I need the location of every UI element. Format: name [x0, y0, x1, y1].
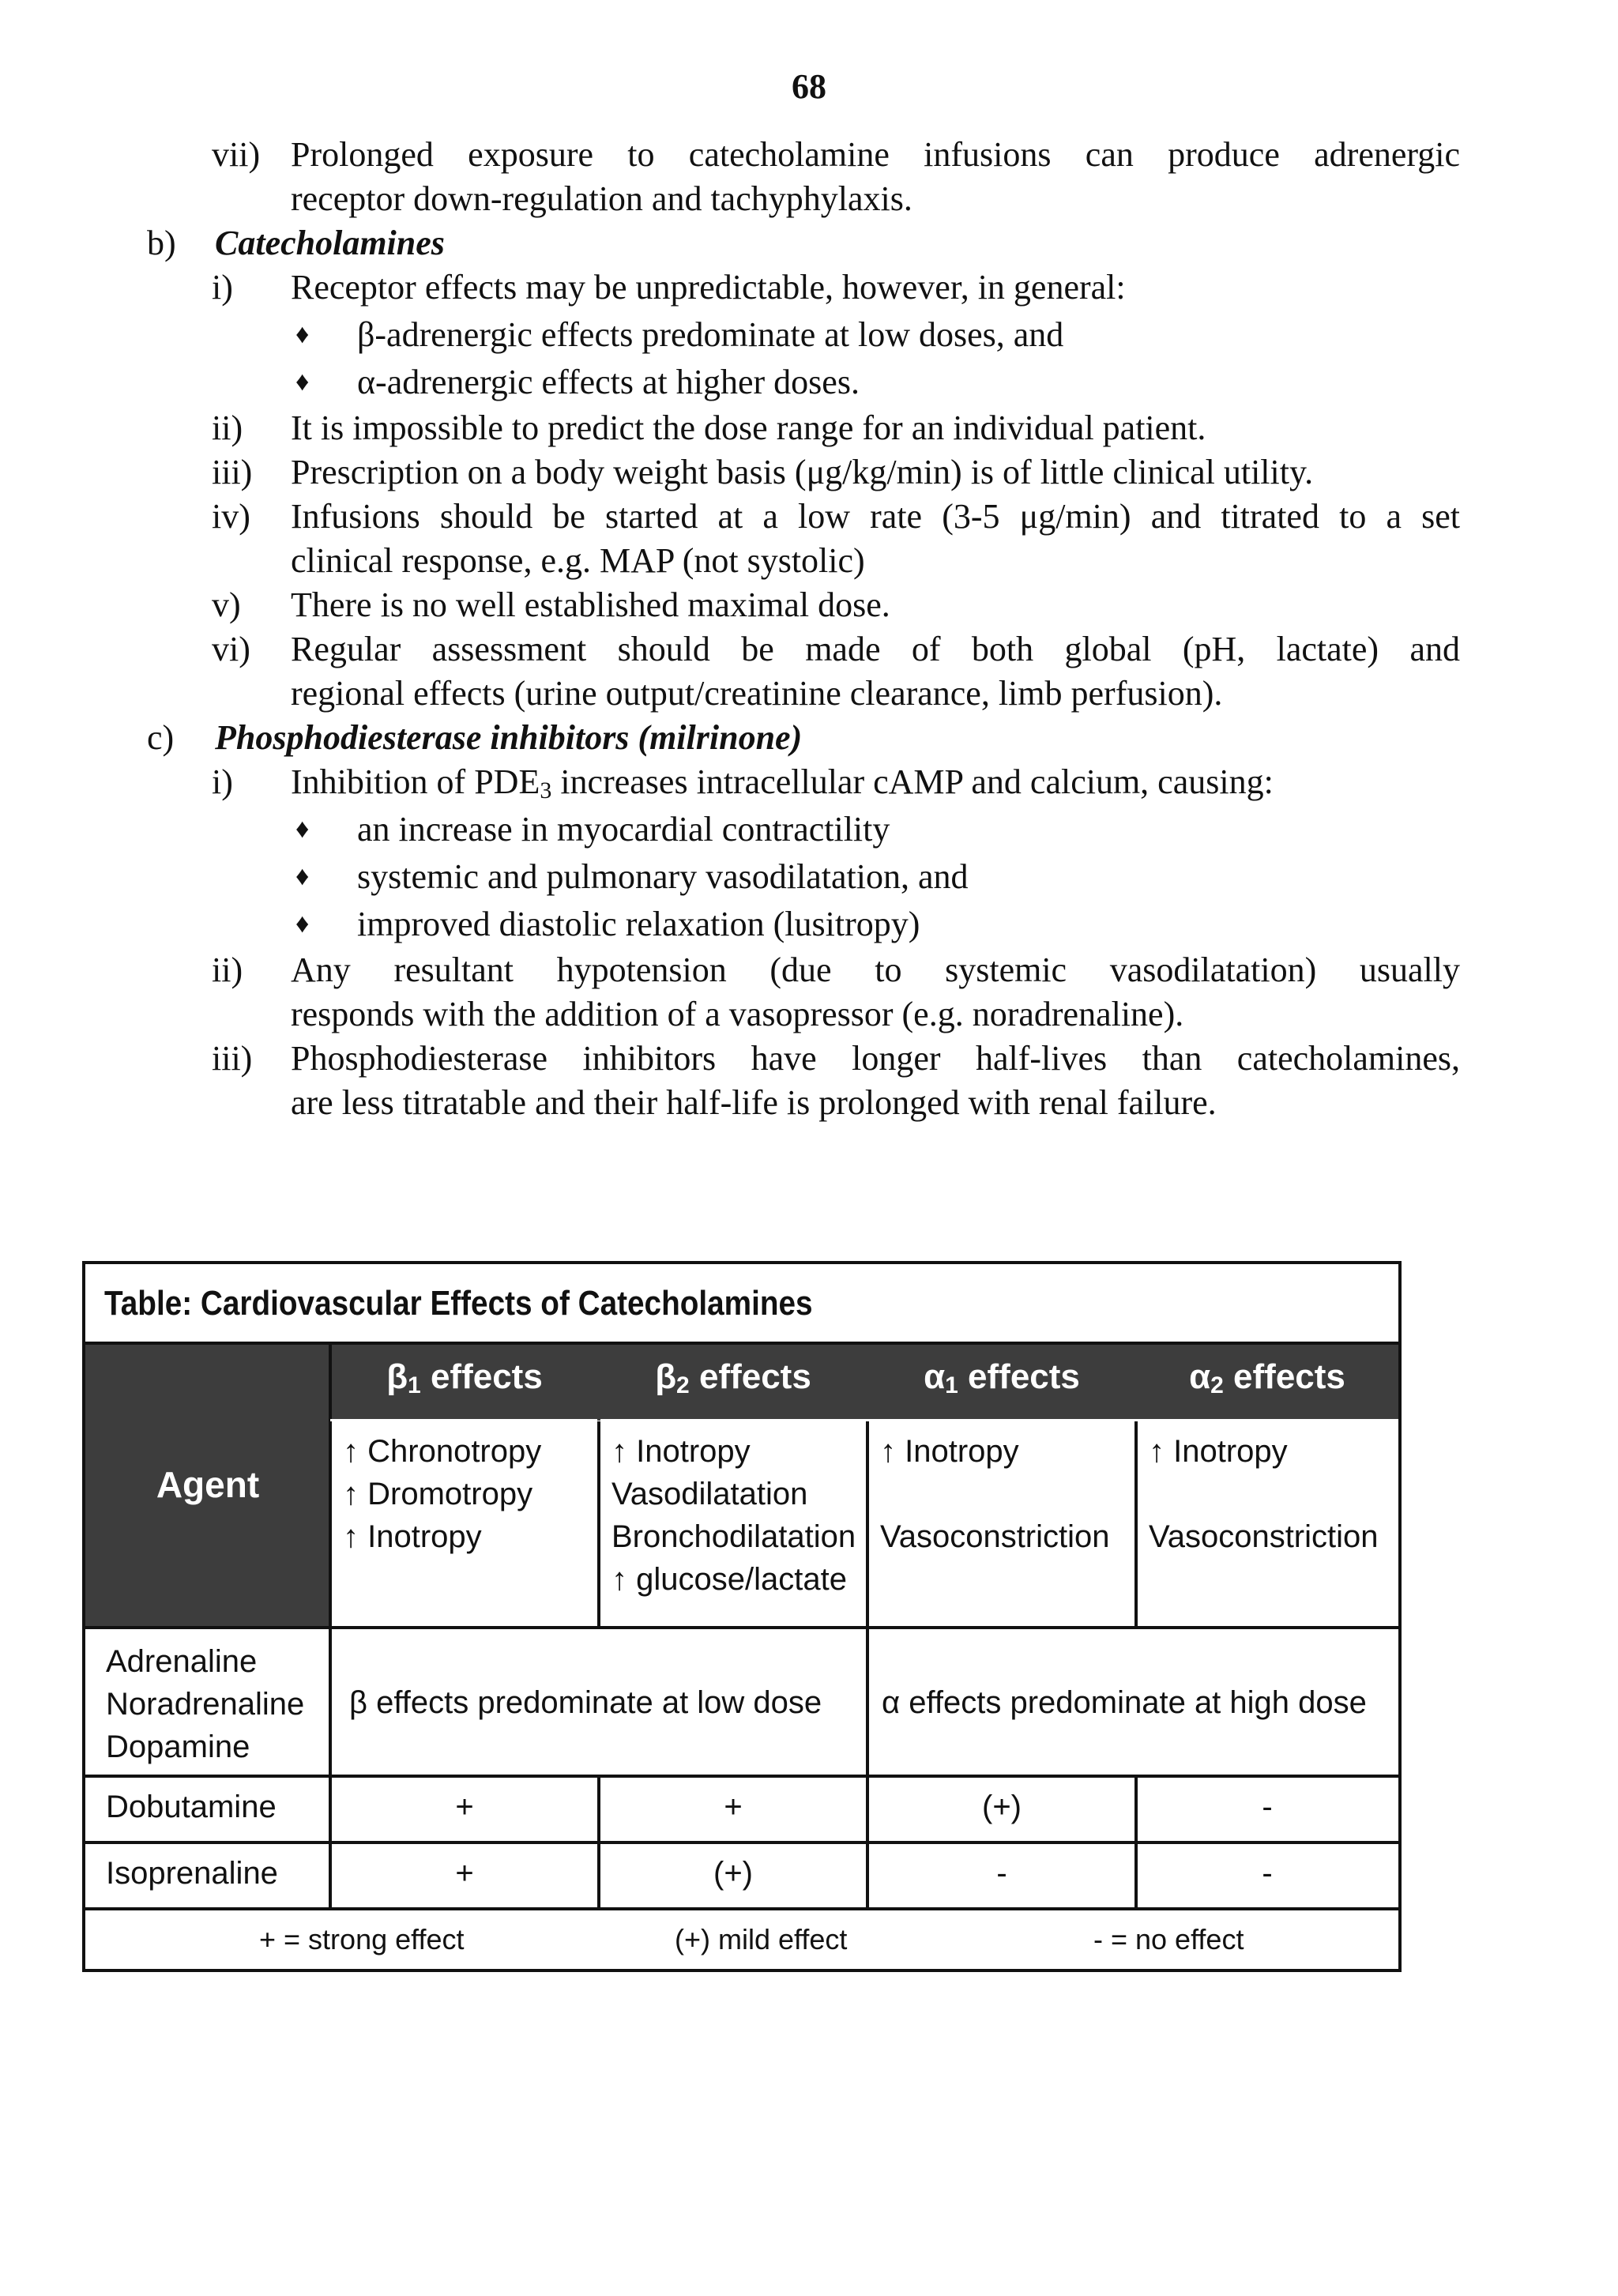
paragraph-line: Regular assessment should be made of both global (pH, lactate) and [291, 630, 1460, 668]
paragraph-line: receptor down-regulation and tachyphylaxis. [291, 179, 912, 218]
group-agents [106, 1640, 327, 1768]
effect-line: ↑ Inotropy [1149, 1434, 1288, 1469]
paragraph-line: Receptor effects may be unpredictable, however, in general: [291, 268, 1126, 307]
agent-name: Dopamine [106, 1730, 250, 1764]
table-rule [597, 1419, 600, 1629]
bullet-icon: ♦ [295, 367, 310, 397]
effects-b1 [343, 1430, 596, 1558]
agent-name: Noradrenaline [106, 1687, 305, 1722]
section-letter: b) [147, 224, 176, 262]
spacer [880, 1473, 1133, 1515]
item-number: i) [212, 268, 233, 307]
page-number: 68 [792, 67, 826, 106]
paragraph-line: are less titratable and their half-life is prolonged with renal failure. [291, 1083, 1217, 1122]
bullet-text: systemic and pulmonary vasodilatation, and [357, 857, 969, 896]
spacer [1149, 1473, 1394, 1515]
effect-line: ↑ Inotropy [611, 1434, 751, 1469]
item-number: i) [212, 762, 233, 801]
row-value: (+) [713, 1856, 753, 1891]
col-header-a1: $\alpha_1$ effects [867, 1356, 1136, 1398]
bullet-text: β-adrenergic effects predominate at low doses, and [357, 315, 1064, 354]
effect-line: Vasoconstriction [1149, 1519, 1379, 1554]
row-value: - [1262, 1856, 1273, 1891]
row-agent: Dobutamine [106, 1790, 277, 1824]
table-rule [85, 1775, 1398, 1778]
bullet-icon: ♦ [295, 909, 310, 939]
header-separator [330, 1419, 1398, 1421]
paragraph-line: responds with the addition of a vasopressor (e.g. noradrenaline). [291, 995, 1184, 1033]
paragraph-line: regional effects (urine output/creatinine clearance, limb perfusion). [291, 674, 1223, 713]
effect-line: ↑ Chronotropy [343, 1434, 542, 1469]
table-rule [866, 1419, 869, 1907]
bullet-text: an increase in myocardial contractility [357, 810, 890, 849]
effects-a2 [1149, 1430, 1394, 1558]
paragraph-line: Any resultant hypotension (due to systemic vasodilatation) usually [291, 950, 1460, 989]
bullet-icon: ♦ [295, 815, 310, 844]
table-rule [85, 1841, 1398, 1844]
item-number: vii) [212, 135, 261, 174]
col-header-b1: $\beta_1$ effects [330, 1356, 599, 1398]
item-number: ii) [212, 408, 243, 447]
effect-line: Bronchodilatation [611, 1519, 856, 1554]
group-alpha-note: α effects predominate at high dose [882, 1685, 1367, 1720]
row-value: - [996, 1856, 1007, 1891]
col-header-b2: $\beta_2$ effects [599, 1356, 867, 1398]
row-value: + [724, 1790, 743, 1824]
item-number: ii) [212, 950, 243, 989]
table-rule [85, 1907, 1398, 1910]
paragraph-line: Prolonged exposure to catecholamine infusions can produce adrenergic [291, 135, 1460, 174]
legend-mild: (+) mild effect [675, 1923, 848, 1955]
paragraph-line: clinical response, e.g. MAP (not systolic) [291, 541, 865, 580]
item-number: iv) [212, 497, 250, 536]
table-rule [1134, 1419, 1138, 1629]
effects-b2 [611, 1430, 864, 1601]
row-value: (+) [982, 1790, 1022, 1824]
section-heading: Phosphodiesterase inhibitors (milrinone) [215, 718, 803, 757]
section-heading: Catecholamines [215, 224, 445, 262]
effect-line: ↑ Dromotropy [343, 1477, 533, 1511]
row-agent: Isoprenaline [106, 1856, 278, 1891]
header-gap [597, 1345, 600, 1421]
agent-name: Adrenaline [106, 1644, 258, 1679]
legend-none: - = no effect [1093, 1923, 1244, 1955]
table-title: Table: Cardiovascular Effects of Catecholamines [104, 1284, 813, 1323]
row-value: + [455, 1856, 474, 1891]
col-header-a2: $\alpha_2$ effects [1136, 1356, 1398, 1398]
effect-line: ↑ glucose/lactate [611, 1562, 847, 1597]
agent-header-cell [85, 1345, 330, 1626]
table-rule [85, 1626, 1398, 1629]
effect-line: Vasodilatation [611, 1477, 808, 1511]
group-beta-note: β effects predominate at low dose [349, 1685, 822, 1720]
effect-line: ↑ Inotropy [880, 1434, 1019, 1469]
effect-line: Vasoconstriction [880, 1519, 1110, 1554]
item-number: vi) [212, 630, 250, 668]
effects-a1 [880, 1430, 1133, 1558]
paragraph-line: There is no well established maximal dose. [291, 585, 890, 624]
bullet-icon: ♦ [295, 862, 310, 891]
paragraph-line: It is impossible to predict the dose range for an individual patient. [291, 408, 1206, 447]
paragraph-line: Infusions should be started at a low rate (3-5 μg/min) and titrated to a set [291, 497, 1460, 536]
section-letter: c) [147, 718, 175, 757]
bullet-icon: ♦ [295, 320, 310, 349]
bullet-text: α-adrenergic effects at higher doses. [357, 363, 860, 401]
bullet-text: improved diastolic relaxation (lusitropy) [357, 905, 920, 943]
item-number: v) [212, 585, 241, 624]
item-number: iii) [212, 453, 253, 491]
paragraph-line: Phosphodiesterase inhibitors have longer half-lives than catecholamines, [291, 1039, 1460, 1078]
paragraph-line: Inhibition of $PDE_3$ increases intracellular cAMP and calcium, causing: [291, 762, 1274, 804]
item-number: iii) [212, 1039, 253, 1078]
row-value: - [1262, 1790, 1273, 1824]
catecholamine-table [82, 1261, 1402, 1972]
effect-line: ↑ Inotropy [343, 1519, 482, 1554]
agent-header: Agent [156, 1464, 260, 1505]
paragraph-line: Prescription on a body weight basis (μg/kg/min) is of little clinical utility. [291, 453, 1314, 491]
row-value: + [455, 1790, 474, 1824]
legend-strong: + = strong effect [259, 1923, 465, 1955]
